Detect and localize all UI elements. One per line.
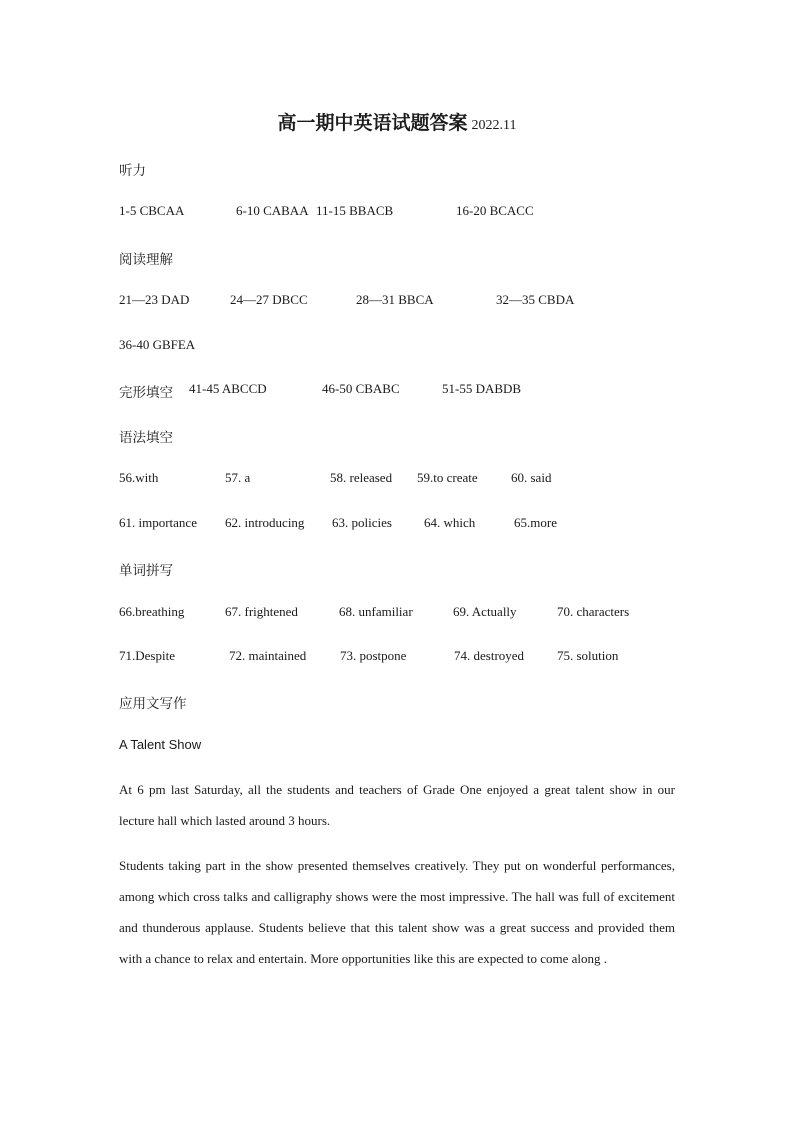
- answer-group: 24—27 DBCC: [230, 292, 308, 307]
- answer-item: 73. postpone: [340, 648, 407, 663]
- answer-item: 64. which: [424, 515, 476, 530]
- answer-item: 62. introducing: [225, 515, 305, 530]
- answer-group: 46-50 CBABC: [322, 381, 400, 396]
- writing-heading: 应用文写作: [119, 696, 187, 712]
- cloze-heading: 完形填空: [119, 385, 173, 401]
- answer-item: 60. said: [511, 470, 552, 485]
- answer-item: 67. frightened: [225, 604, 298, 619]
- answer-group: 36-40 GBFEA: [119, 337, 196, 352]
- answer-item: 63. policies: [332, 515, 392, 530]
- answer-item: 61. importance: [119, 515, 197, 530]
- spelling-answers-row-2: [119, 648, 699, 668]
- answer-item: 70. characters: [557, 604, 630, 619]
- answer-item: 59.to create: [417, 470, 478, 485]
- answer-item: 72. maintained: [229, 648, 307, 663]
- spelling-answers-row-1: [119, 604, 699, 624]
- essay-paragraph-1: At 6 pm last Saturday, all the students and teachers of Grade One enjoyed a great talent show in our lecture hall which lasted around 3 hours.: [119, 782, 675, 828]
- title-date: 2022.11: [471, 118, 517, 133]
- spelling-heading: 单词拼写: [119, 563, 173, 579]
- answer-item: 74. destroyed: [454, 648, 525, 663]
- answer-group: 41-45 ABCCD: [189, 381, 267, 396]
- answer-group: 11-15 BBACB: [316, 203, 394, 218]
- answer-group: 6-10 CABAA: [236, 203, 309, 218]
- cloze-answers-row: [119, 381, 699, 401]
- reading-answers-row-2: [119, 337, 699, 357]
- essay-title: [119, 737, 699, 757]
- answer-item: 71.Despite: [119, 648, 175, 663]
- answer-item: 65.more: [514, 515, 557, 530]
- answer-group: 28—31 BBCA: [356, 292, 434, 307]
- answer-item: 58. released: [330, 470, 393, 485]
- answer-group: 1-5 CBCAA: [119, 203, 185, 218]
- reading-heading: 阅读理解: [119, 252, 173, 268]
- listening-heading: 听力: [119, 163, 146, 179]
- listening-answers-row: [119, 203, 699, 223]
- reading-answers-row-1: [119, 292, 699, 312]
- answer-item: 57. a: [225, 470, 251, 485]
- grammar-answers-row-1: [119, 470, 699, 490]
- answer-item: 56.with: [119, 470, 159, 485]
- essay-paragraph-2: Students taking part in the show presented themselves creatively. They put on wonderful performances, among which cross talks and calligraphy shows were the most impressive. The hall was full of excitement and thunderous applause. Students believe that this talent show was a great success and provided them with a chance to relax and entertain. More opportunities like this are expected to come along .: [119, 858, 675, 966]
- answer-item: 75. solution: [557, 648, 619, 663]
- grammar-heading: 语法填空: [119, 430, 173, 446]
- title-text: 高一期中英语试题答案: [277, 112, 468, 134]
- essay-title-text: A Talent Show: [119, 737, 202, 752]
- answer-group: 32—35 CBDA: [496, 292, 575, 307]
- answer-group: 51-55 DABDB: [442, 381, 522, 396]
- grammar-answers-row-2: [119, 515, 699, 535]
- answer-item: 66.breathing: [119, 604, 185, 619]
- answer-group: 21—23 DAD: [119, 292, 190, 307]
- page-title: [0, 108, 794, 135]
- answer-group: 16-20 BCACC: [456, 203, 534, 218]
- answer-item: 68. unfamiliar: [339, 604, 413, 619]
- answer-item: 69. Actually: [453, 604, 517, 619]
